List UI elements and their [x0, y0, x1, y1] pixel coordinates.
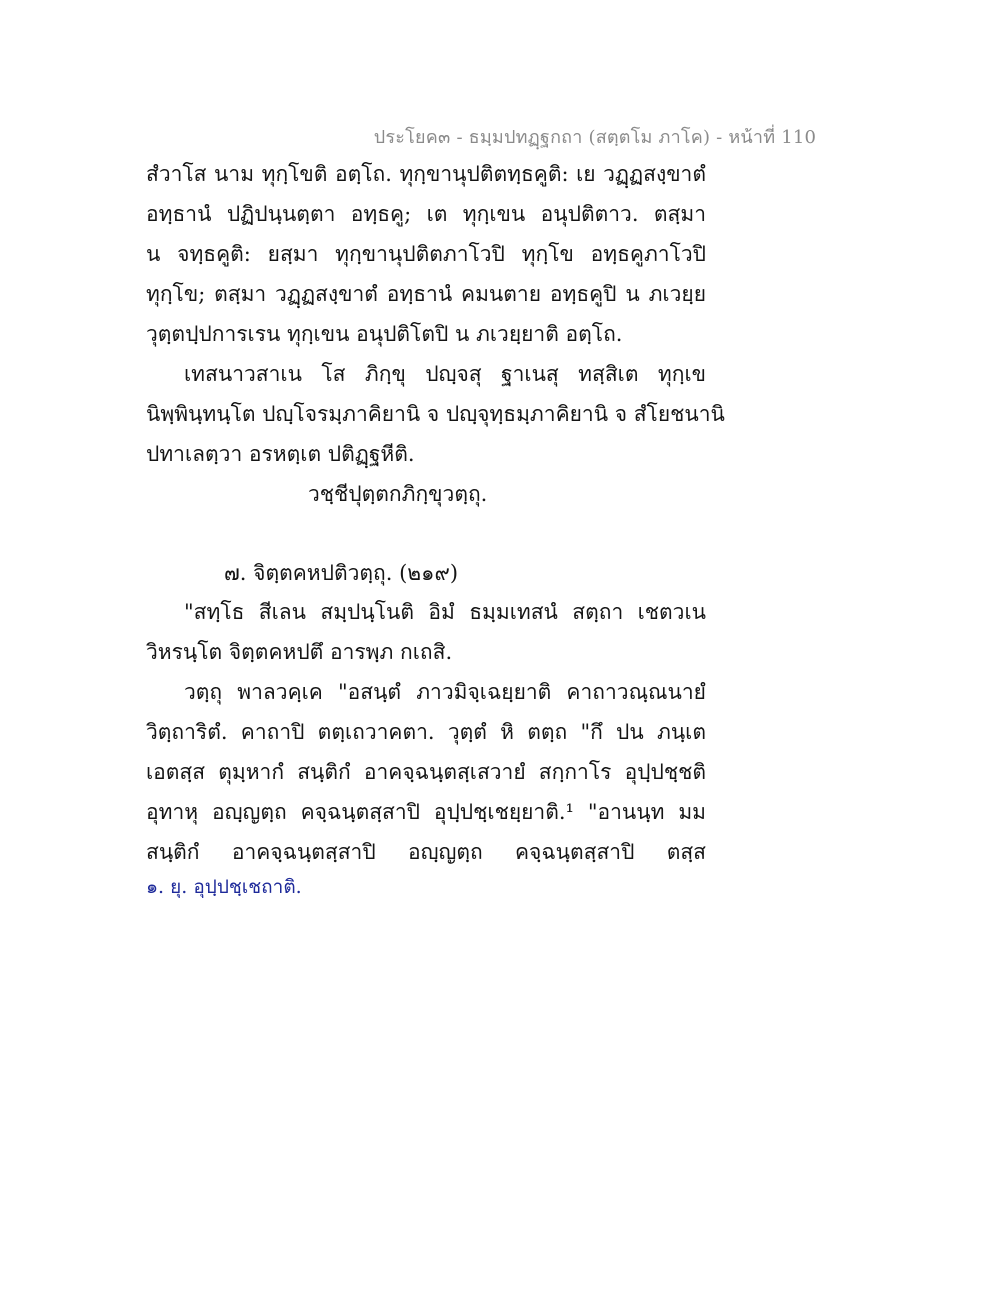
paragraph-4-line-4: อุทาหุ อญฺญตฺถ คจฺฉนฺตสฺสาปิ อุปฺปชฺเชยฺยาติ.¹ "อานนฺท มม — [146, 800, 706, 824]
footnote: ๑. ยุ. อุปฺปชฺเชถาติ. — [146, 876, 302, 898]
paragraph-4-line-5: สนฺติกํ อาคจฺฉนฺตสฺสาปิ อญฺญตฺถ คจฺฉนฺตสฺสาปิ ตสฺส — [146, 840, 706, 864]
section-title: ๗. จิตฺตคหปติวตฺถุ. (๒๑๙) — [224, 561, 459, 585]
paragraph-2-line-2: นิพฺพินฺทนฺโต ปญฺโจรมฺภาคิยานิ จ ปญฺจุทฺธมฺภาคิยานิ จ สํโยชนานิ — [146, 402, 725, 426]
paragraph-1-line-5: วุตฺตปฺปการเรน ทุกฺเขน อนุปติโตปิ น ภเวยฺยาติ อตฺโถ. — [146, 322, 623, 346]
paragraph-2-line-1: เทสนาวสาเน โส ภิกฺขุ ปญฺจสุ ฐาเนสุ ทสฺสิเต ทุกฺเข — [184, 362, 706, 386]
running-header-text: ประโยค๓ - ธมฺมปทฏฺฐกถา (สตฺตโม ภาโค) - หน้าที่ 110 — [373, 127, 817, 148]
paragraph-4-line-3: เอตสฺส ตุมฺหากํ สนฺติกํ อาคจฺฉนฺตสฺเสวายํ สกฺกาโร อุปฺปชฺชติ — [146, 760, 706, 784]
running-header — [0, 122, 1000, 151]
paragraph-2-line-3: ปทาเลตฺวา อรหตฺเต ปติฏฺฐหีติ. — [146, 442, 415, 466]
paragraph-1-line-1: สํวาโส นาม ทุกฺโขติ อตฺโถ. ทุกฺขานุปติตทฺธคูติ: เย วฏฺฏสงฺขาตํ — [146, 162, 706, 186]
paragraph-1-line-2: อทฺธานํ ปฏิปนฺนตฺตา อทฺธคู; เต ทุกฺเขน อนุปติตาว. ตสฺมา — [146, 202, 706, 226]
story-end-title: วชฺชีปุตฺตกภิกฺขุวตฺถุ. — [308, 482, 488, 506]
paragraph-3-line-1: "สทฺโธ สีเลน สมฺปนฺโนติ อิมํ ธมฺมเทสนํ สตฺถา เชตวเน — [184, 600, 706, 624]
paragraph-3-line-2: วิหรนฺโต จิตฺตคหปตึ อารพฺภ กเถสิ. — [146, 640, 453, 664]
paragraph-4-line-2: วิตฺถาริตํ. คาถาปิ ตตฺเถวาคตา. วุตฺตํ หิ ตตฺถ "กึ ปน ภนฺเต — [146, 720, 706, 744]
paragraph-1-line-3: น จทฺธคูติ: ยสฺมา ทุกฺขานุปติตภาโวปิ ทุกฺโข อทฺธคูภาโวปิ — [146, 242, 706, 266]
paragraph-4-line-1: วตฺถุ พาลวคฺเค "อสนฺตํ ภาวมิจฺเฉยฺยาติ คาถาวณฺณนายํ — [184, 680, 706, 704]
paragraph-1-line-4: ทุกฺโข; ตสฺมา วฏฺฏสงฺขาตํ อทฺธานํ คมนตาย อทฺธคูปิ น ภเวยฺย — [146, 282, 706, 306]
